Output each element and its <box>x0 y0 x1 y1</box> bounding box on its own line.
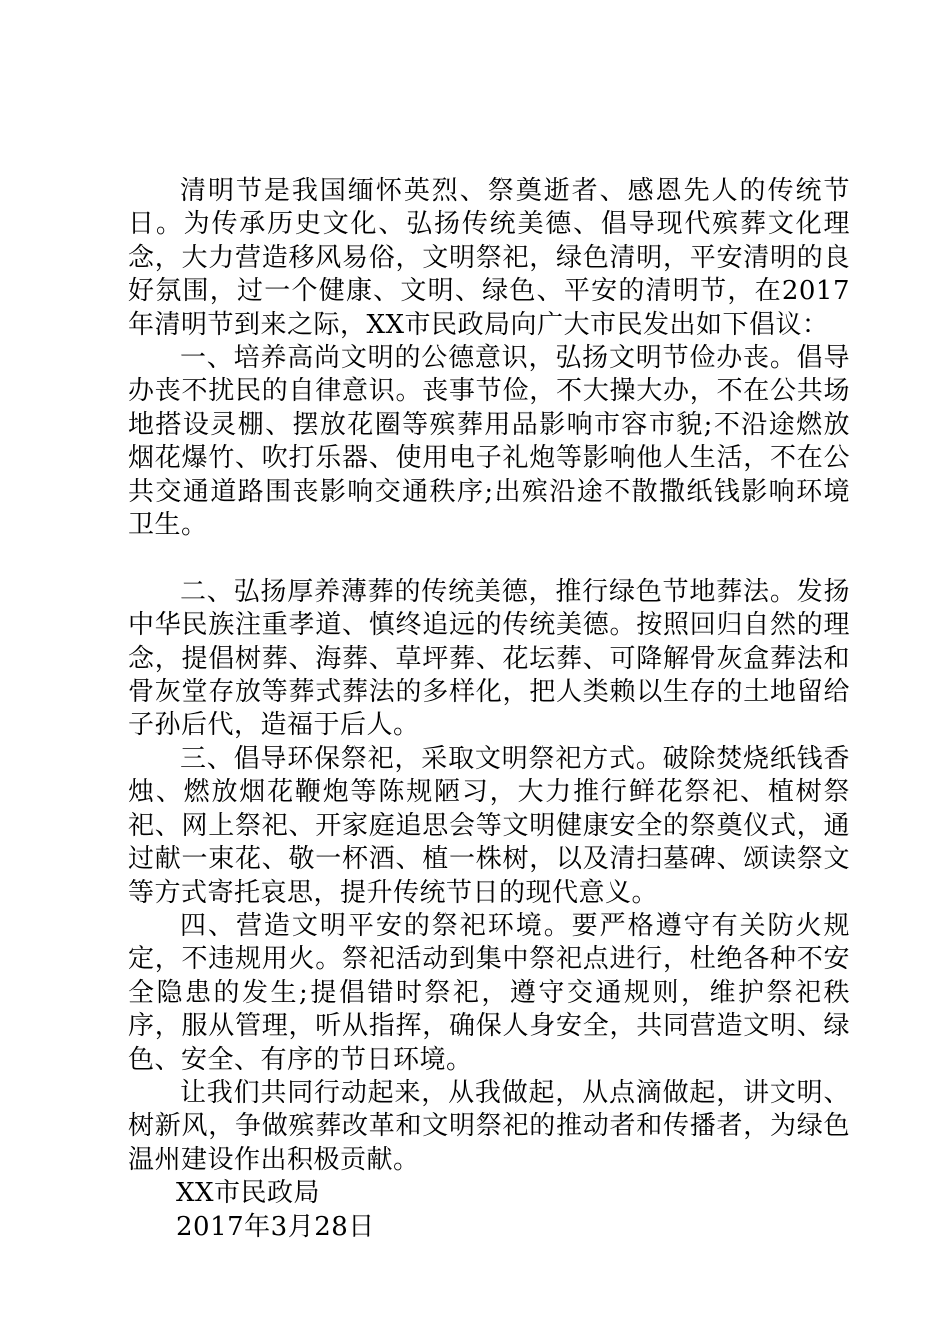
closing-paragraph: 让我们共同行动起来，从我做起，从点滴做起，讲文明、树新风，争做殡葬改革和文明祭祀的推动者和传播者，为绿色温州建设作出积极贡献。 <box>128 1077 850 1175</box>
proposal-one-paragraph: 一、培养高尚文明的公德意识，弘扬文明节俭办丧。倡导办丧不扰民的自律意识。丧事节俭，不大操大办，不在公共场地搭设灵棚、摆放花圈等殡葬用品影响市容市貌;不沿途燃放烟花爆竹、吹打乐器、使用电子礼炮等影响他人生活，不在公共交通道路围丧影响交通秩序;出殡沿途不散撒纸钱影响环境卫生。 <box>128 343 850 541</box>
proposal-four-paragraph: 四、营造文明平安的祭祀环境。要严格遵守有关防火规定，不违规用火。祭祀活动到集中祭祀点进行，杜绝各种不安全隐患的发生;提倡错时祭祀，遵守交通规则，维护祭祀秩序，服从管理，听从指挥，确保人身安全，共同营造文明、绿色、安全、有序的节日环境。 <box>128 910 850 1075</box>
paragraph-spacer <box>128 542 850 575</box>
signature-issuer: XX市民政局 <box>176 1178 321 1209</box>
proposal-three-paragraph: 三、倡导环保祭祀，采取文明祭祀方式。破除焚烧纸钱香烛、燃放烟花鞭炮等陈规陋习，大力推行鲜花祭祀、植树祭祀、网上祭祀、开家庭追思会等文明健康安全的祭奠仪式，通过献一束花、敬一杯酒、植一株树，以及清扫墓碑、颂读祭文等方式寄托哀思，提升传统节日的现代意义。 <box>128 743 850 908</box>
intro-paragraph: 清明节是我国缅怀英烈、祭奠逝者、感恩先人的传统节日。为传承历史文化、弘扬传统美德、倡导现代殡葬文化理念，大力营造移风易俗，文明祭祀，绿色清明，平安清明的良好氛围，过一个健康、文明、绿色、平安的清明节，在2017年清明节到来之际，XX市民政局向广大市民发出如下倡议： <box>128 176 850 340</box>
proposal-two-paragraph: 二、弘扬厚养薄葬的传统美德，推行绿色节地葬法。发扬中华民族注重孝道、慎终追远的传统美德。按照回归自然的理念，提倡树葬、海葬、草坪葬、花坛葬、可降解骨灰盒葬法和骨灰堂存放等葬式葬法的多样化，把人类赖以生存的土地留给子孙后代，造福于后人。 <box>128 576 850 741</box>
document-body <box>128 175 850 1244</box>
signature-date: 2017年3月28日 <box>176 1211 375 1242</box>
